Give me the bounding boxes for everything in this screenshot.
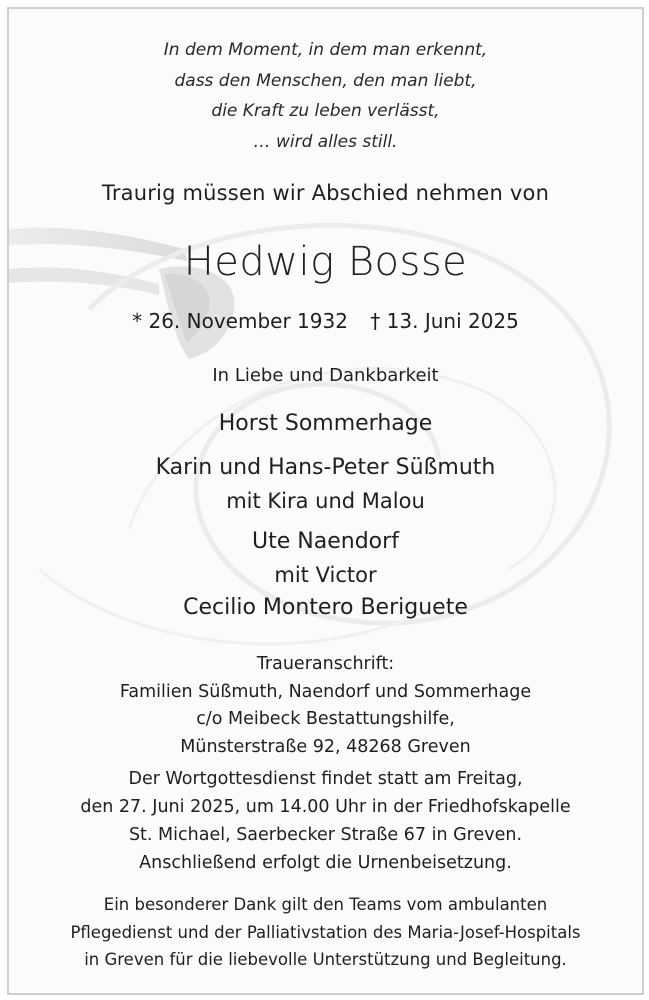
thanks-note	[9, 891, 642, 974]
mourner: Karin und Hans-Peter Süßmuth	[155, 455, 496, 480]
mourner-sub: mit Kira und Malou	[226, 489, 425, 513]
mourners-list	[9, 407, 642, 625]
service-line: Anschließend erfolgt die Urnenbeisetzung.	[139, 853, 512, 873]
poem-line: … wird alles still.	[253, 131, 398, 152]
address-line: Familien Süßmuth, Naendorf und Sommerhage	[119, 681, 532, 702]
dedication: In Liebe und Dankbarkeit	[212, 365, 439, 386]
service-line: den 27. Juni 2025, um 14.00 Uhr in der Friedhofskapelle	[80, 797, 571, 817]
mourner: Ute Naendorf	[252, 529, 399, 554]
poem	[9, 35, 642, 157]
poem-line: die Kraft zu leben verlässt,	[211, 101, 440, 121]
address-line: c/o Meibeck Bestattungshilfe,	[196, 709, 455, 729]
mourning-address	[9, 651, 642, 761]
birth-date: * 26. November 1932	[132, 309, 348, 333]
service-info	[9, 765, 642, 877]
thanks-line: Ein besonderer Dank gilt den Teams vom ambulanten	[103, 895, 548, 914]
poem-line: dass den Menschen, den man liebt,	[174, 70, 477, 91]
address-line: Münsterstraße 92, 48268 Greven	[180, 736, 471, 757]
mourner-sub: mit Victor	[274, 563, 377, 587]
thanks-line: Pflegedienst und der Palliativstation des Maria-Josef-Hospitals	[70, 922, 581, 942]
life-dates	[9, 309, 642, 333]
service-line: Der Wortgottesdienst findet statt am Freitag,	[128, 769, 523, 789]
obituary-frame	[7, 7, 644, 995]
intro-text: Traurig müssen wir Abschied nehmen von	[101, 181, 550, 205]
death-date: † 13. Juni 2025	[370, 309, 519, 333]
service-line: St. Michael, Saerbecker Straße 67 in Greven.	[128, 825, 523, 845]
mourner: Cecilio Montero Beriguete	[183, 595, 468, 620]
address-line: Traueranschrift:	[256, 654, 395, 674]
poem-line: In dem Moment, in dem man erkennt,	[163, 40, 488, 60]
mourner: Horst Sommerhage	[218, 411, 433, 436]
deceased-name: Hedwig Bosse	[183, 239, 468, 285]
thanks-line: in Greven für die liebevolle Unterstützung und Begleitung.	[84, 950, 567, 969]
